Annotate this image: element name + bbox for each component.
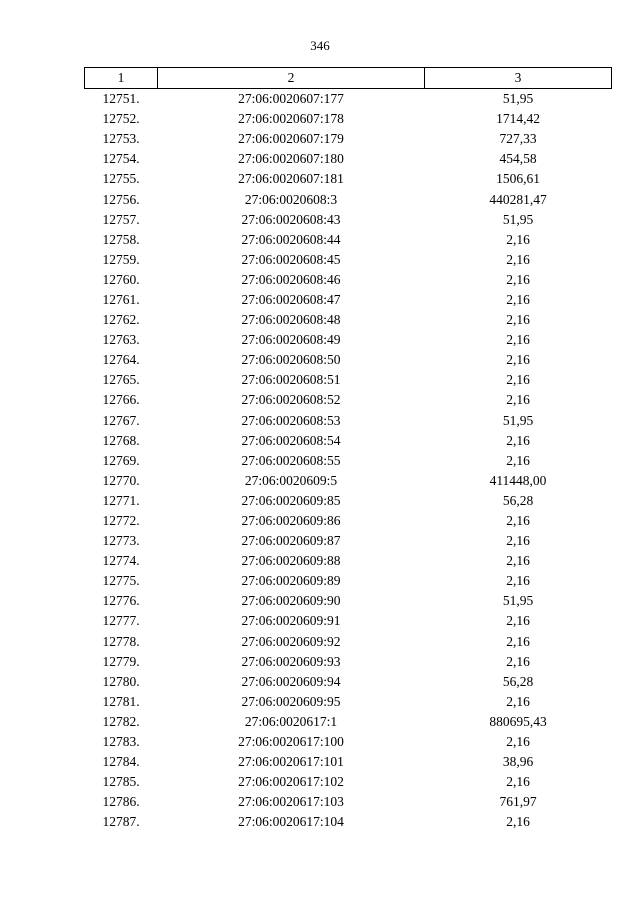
row-number-cell: 12786.	[102, 794, 140, 810]
cadastral-number-cell: 27:06:0020609:86	[241, 513, 341, 529]
table-row	[85, 129, 612, 149]
table-row	[85, 591, 612, 611]
row-number-cell: 12770.	[102, 472, 140, 488]
cadastral-number-cell: 27:06:0020609:95	[241, 693, 341, 709]
table-row	[85, 672, 612, 692]
cadastral-number-cell: 27:06:0020609:94	[241, 673, 341, 689]
row-number-cell: 12778.	[102, 633, 140, 649]
table-row	[85, 812, 612, 832]
cadastral-number-cell: 27:06:0020608:51	[241, 372, 341, 388]
table-row	[85, 692, 612, 712]
cadastral-number-cell: 27:06:0020617:100	[238, 734, 344, 750]
table-row	[85, 89, 612, 110]
row-number-cell: 12753.	[102, 131, 140, 147]
value-cell: 2,16	[506, 251, 530, 267]
cadastral-number-cell: 27:06:0020609:85	[241, 492, 341, 508]
row-number-cell: 12764.	[102, 352, 140, 368]
row-number-cell: 12776.	[102, 593, 140, 609]
row-number-cell: 12779.	[102, 653, 140, 669]
cadastral-number-cell: 27:06:0020608:49	[241, 332, 341, 348]
cadastral-number-cell: 27:06:0020609:87	[241, 533, 341, 549]
cadastral-number-cell: 27:06:0020608:55	[241, 452, 341, 468]
value-cell: 2,16	[506, 533, 530, 549]
value-cell: 2,16	[506, 613, 530, 629]
cadastral-number-cell: 27:06:0020609:90	[241, 593, 341, 609]
table-row	[85, 712, 612, 732]
row-number-cell: 12775.	[102, 573, 140, 589]
cadastral-number-cell: 27:06:0020608:53	[241, 412, 341, 428]
value-cell: 2,16	[506, 231, 530, 247]
value-cell: 2,16	[506, 332, 530, 348]
row-number-cell: 12784.	[102, 754, 140, 770]
row-number-cell: 12765.	[102, 372, 140, 388]
row-number-cell: 12759.	[102, 251, 140, 267]
table-body	[85, 89, 612, 833]
value-cell: 56,28	[502, 492, 534, 508]
cadastral-number-cell: 27:06:0020607:181	[238, 171, 344, 187]
row-number-cell: 12755.	[102, 171, 140, 187]
row-number-cell: 12751.	[102, 91, 140, 107]
table-row	[85, 732, 612, 752]
table-row	[85, 652, 612, 672]
table-row	[85, 611, 612, 631]
cadastral-number-cell: 27:06:0020617:103	[238, 794, 344, 810]
value-cell: 727,33	[499, 131, 537, 147]
column-header-1: 1	[85, 68, 158, 89]
cadastral-number-cell: 27:06:0020609:93	[241, 653, 341, 669]
value-cell: 51,95	[502, 91, 534, 107]
row-number-cell: 12763.	[102, 332, 140, 348]
value-cell: 2,16	[506, 814, 530, 830]
row-number-cell: 12760.	[102, 271, 140, 287]
table-row	[85, 109, 612, 129]
value-cell: 2,16	[506, 633, 530, 649]
data-table	[84, 67, 612, 832]
row-number-cell: 12787.	[102, 814, 140, 830]
cadastral-number-cell: 27:06:0020608:47	[241, 291, 341, 307]
value-cell: 761,97	[499, 794, 537, 810]
value-cell: 2,16	[506, 372, 530, 388]
row-number-cell: 12752.	[102, 111, 140, 127]
cadastral-number-cell: 27:06:0020608:52	[241, 392, 341, 408]
cadastral-number-cell: 27:06:0020607:178	[238, 111, 344, 127]
value-cell: 440281,47	[489, 191, 547, 207]
value-cell: 2,16	[506, 734, 530, 750]
value-cell: 2,16	[506, 452, 530, 468]
table-row	[85, 431, 612, 451]
cadastral-number-cell: 27:06:0020617:101	[238, 754, 344, 770]
table-row	[85, 491, 612, 511]
row-number-cell: 12768.	[102, 432, 140, 448]
row-number-cell: 12781.	[102, 693, 140, 709]
row-number-cell: 12761.	[102, 291, 140, 307]
value-cell: 2,16	[506, 693, 530, 709]
table-row	[85, 330, 612, 350]
value-cell: 880695,43	[489, 713, 547, 729]
row-number-cell: 12758.	[102, 231, 140, 247]
data-table-container	[84, 67, 611, 832]
cadastral-number-cell: 27:06:0020617:104	[238, 814, 344, 830]
row-number-cell: 12773.	[102, 533, 140, 549]
row-number-cell: 12774.	[102, 553, 140, 569]
cadastral-number-cell: 27:06:0020609:5	[244, 472, 338, 488]
table-row	[85, 250, 612, 270]
row-number-cell: 12780.	[102, 673, 140, 689]
row-number-cell: 12777.	[102, 613, 140, 629]
table-row	[85, 511, 612, 531]
table-row	[85, 270, 612, 290]
cadastral-number-cell: 27:06:0020608:3	[244, 191, 338, 207]
cadastral-number-cell: 27:06:0020608:45	[241, 251, 341, 267]
cadastral-number-cell: 27:06:0020609:89	[241, 573, 341, 589]
table-row	[85, 411, 612, 431]
row-number-cell: 12783.	[102, 734, 140, 750]
cadastral-number-cell: 27:06:0020609:91	[241, 613, 341, 629]
table-row	[85, 210, 612, 230]
table-row	[85, 792, 612, 812]
value-cell: 2,16	[506, 312, 530, 328]
value-cell: 2,16	[506, 573, 530, 589]
value-cell: 2,16	[506, 513, 530, 529]
row-number-cell: 12762.	[102, 312, 140, 328]
value-cell: 2,16	[506, 653, 530, 669]
table-row	[85, 772, 612, 792]
cadastral-number-cell: 27:06:0020607:180	[238, 151, 344, 167]
table-row	[85, 471, 612, 491]
value-cell: 2,16	[506, 271, 530, 287]
cadastral-number-cell: 27:06:0020609:88	[241, 553, 341, 569]
value-cell: 38,96	[502, 754, 534, 770]
page-number: 346	[310, 38, 330, 53]
cadastral-number-cell: 27:06:0020608:43	[241, 211, 341, 227]
column-header-2: 2	[158, 68, 425, 89]
table-row	[85, 370, 612, 390]
table-row	[85, 149, 612, 169]
cadastral-number-cell: 27:06:0020608:48	[241, 312, 341, 328]
value-cell: 2,16	[506, 432, 530, 448]
table-row	[85, 189, 612, 209]
column-header-3: 3	[425, 68, 612, 89]
row-number-cell: 12771.	[102, 492, 140, 508]
table-row	[85, 230, 612, 250]
value-cell: 56,28	[502, 673, 534, 689]
cadastral-number-cell: 27:06:0020607:179	[238, 131, 344, 147]
value-cell: 51,95	[502, 412, 534, 428]
value-cell: 411448,00	[489, 472, 547, 488]
cadastral-number-cell: 27:06:0020608:50	[241, 352, 341, 368]
cadastral-number-cell: 27:06:0020617:1	[244, 713, 338, 729]
row-number-cell: 12785.	[102, 774, 140, 790]
cadastral-number-cell: 27:06:0020617:102	[238, 774, 344, 790]
row-number-cell: 12766.	[102, 392, 140, 408]
value-cell: 51,95	[502, 593, 534, 609]
row-number-cell: 12782.	[102, 713, 140, 729]
value-cell: 2,16	[506, 352, 530, 368]
row-number-cell: 12754.	[102, 151, 140, 167]
header-row	[85, 68, 612, 89]
row-number-cell: 12769.	[102, 452, 140, 468]
table-row	[85, 451, 612, 471]
table-row	[85, 752, 612, 772]
value-cell: 2,16	[506, 392, 530, 408]
cadastral-number-cell: 27:06:0020608:44	[241, 231, 341, 247]
row-number-cell: 12757.	[102, 211, 140, 227]
value-cell: 2,16	[506, 291, 530, 307]
cadastral-number-cell: 27:06:0020607:177	[238, 91, 344, 107]
table-row	[85, 632, 612, 652]
value-cell: 1506,61	[496, 171, 540, 187]
table-row	[85, 350, 612, 370]
row-number-cell: 12767.	[102, 412, 140, 428]
value-cell: 2,16	[506, 553, 530, 569]
value-cell: 1714,42	[496, 111, 540, 127]
table-row	[85, 169, 612, 189]
value-cell: 2,16	[506, 774, 530, 790]
table-row	[85, 310, 612, 330]
cadastral-number-cell: 27:06:0020609:92	[241, 633, 341, 649]
value-cell: 51,95	[502, 211, 534, 227]
cadastral-number-cell: 27:06:0020608:54	[241, 432, 341, 448]
row-number-cell: 12756.	[102, 191, 140, 207]
table-row	[85, 390, 612, 410]
row-number-cell: 12772.	[102, 513, 140, 529]
table-row	[85, 571, 612, 591]
value-cell: 454,58	[499, 151, 537, 167]
table-row	[85, 551, 612, 571]
table-row	[85, 290, 612, 310]
table-header	[85, 68, 612, 89]
table-row	[85, 531, 612, 551]
cadastral-number-cell: 27:06:0020608:46	[241, 271, 341, 287]
